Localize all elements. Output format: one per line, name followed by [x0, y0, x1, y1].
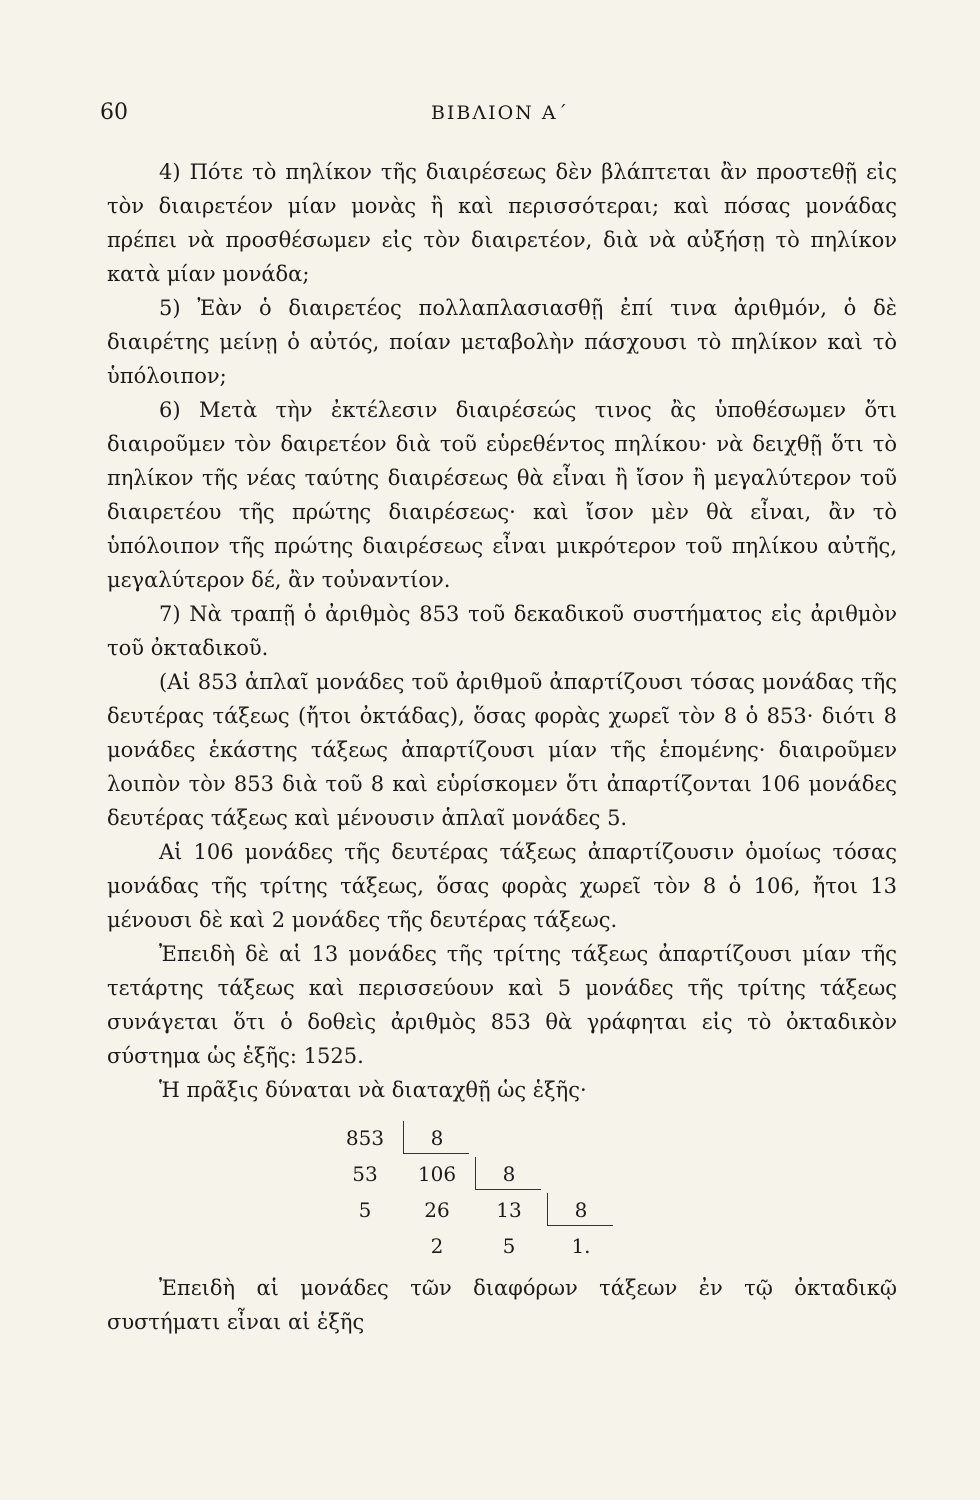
- divisor: 8: [502, 1162, 516, 1186]
- question-7: 7) Νὰ τραπῇ ὁ ἀριθμὸς 853 τοῦ δεκαδικοῦ συστήματος εἰς ἀριθμὸν τοῦ ὀκταδικοῦ.: [107, 602, 897, 660]
- partial-remainder: 26: [424, 1198, 450, 1222]
- closing-paragraph: Ἐπειδὴ αἱ μονάδες τῶν διαφόρων τάξεων ἐν τῷ ὀκταδικῷ συστήματι εἶναι αἱ ἑξῆς: [107, 1276, 897, 1334]
- final-quotient: 1.: [571, 1234, 591, 1258]
- page-number: 60: [100, 100, 128, 125]
- arrangement-intro: Ἡ πρᾶξις δύναται νὰ διαταχθῇ ὡς ἑξῆς·: [159, 1078, 587, 1102]
- division-vertical-line: [475, 1157, 476, 1189]
- division-vertical-line: [547, 1193, 548, 1225]
- second-quotient: 13: [496, 1198, 522, 1222]
- first-quotient: 106: [417, 1162, 457, 1186]
- question-5: 5) Ἐὰν ὁ διαιρετέος πολλαπλασιασθῇ ἐπί τινα ἀριθμόν, ὁ δὲ διαιρέτης μείνῃ ὁ αὐτός, ποίαν μεταβολὴν πάσχουσι τὸ πηλίκον καὶ τὸ ὑπόλοιπον;: [107, 296, 897, 388]
- division-horizontal-line: [547, 1225, 613, 1226]
- body-text: [107, 155, 897, 1339]
- division-horizontal-line: [475, 1189, 541, 1190]
- divisor: 8: [430, 1126, 444, 1150]
- partial-remainder: 53: [352, 1162, 378, 1186]
- division-scheme: [337, 1121, 677, 1261]
- second-remainder: 2: [430, 1234, 444, 1258]
- first-remainder: 5: [358, 1198, 372, 1222]
- question-6: 6) Μετὰ τὴν ἐκτέλεσιν διαιρέσεώς τινος ἂς ὑποθέσωμεν ὅτι διαιροῦμεν τὸν δαιρετέον διὰ τοῦ εὑρεθέντος πηλίκου· νὰ δειχθῇ ὅτι τὸ πηλίκον τῆς νέας ταύτης διαιρέσεως θὰ εἶναι ἢ ἴσον ἢ μεγαλύτερον τοῦ διαιρετέου τῆς πρώτης διαιρέσεως· καὶ ἴσον μὲν θὰ εἶναι, ἂν τὸ ὑπόλοιπον τῆς πρώτης διαιρέσεως εἶναι μικρότερον τοῦ πηλίκου αὐτῆς, μεγαλύτερον δέ, ἂν τοὐναντίον.: [107, 398, 897, 592]
- running-head: ΒΙΒΛΙΟΝ Α΄: [430, 102, 570, 124]
- divisor: 8: [574, 1198, 588, 1222]
- explanation-paragraph-1: (Αἱ 853 ἁπλαῖ μονάδες τοῦ ἀριθμοῦ ἀπαρτίζουσι τόσας μονάδας τῆς δευτέρας τάξεως (ἤτοι ὀκτάδας), ὅσας φορὰς χωρεῖ τὸν 8 ὁ 853· διότι 8 μονάδες ἑκάστης τάξεως ἀπαρτίζουσι μίαν τῆς ἑπομένης· διαιροῦμεν λοιπὸν τὸν 853 διὰ τοῦ 8 καὶ εὑρίσκομεν ὅτι ἀπαρτίζονται 106 μονάδες δευτέρας τάξεως καὶ μένουσιν ἁπλαῖ μονάδες 5.: [107, 670, 897, 830]
- explanation-paragraph-3: Ἐπειδὴ δὲ αἱ 13 μονάδες τῆς τρίτης τάξεως ἀπαρτίζουσι μίαν τῆς τετάρτης τάξεως καὶ περισσεύουν καὶ 5 μονάδες τῆς τρίτης τάξεως συνάγεται ὅτι ὁ δοθεὶς ἀριθμὸς 853 θὰ γράφηται εἰς τὸ ὀκταδικὸν σύστημα ὡς ἑξῆς: 1525.: [107, 942, 897, 1068]
- question-4: 4) Πότε τὸ πηλίκον τῆς διαιρέσεως δὲν βλάπτεται ἂν προστεθῇ εἰς τὸν διαιρετέον μίαν μονὰς ἢ καὶ περισσότεραι; καὶ πόσας μονάδας πρέπει νὰ προσθέσωμεν εἰς τὸν διαιρετέον, διὰ νὰ αὐξήσῃ τὸ πηλίκον κατὰ μίαν μονάδα;: [107, 160, 897, 286]
- explanation-paragraph-2: Αἱ 106 μονάδες τῆς δευτέρας τάξεως ἀπαρτίζουσιν ὁμοίως τόσας μονάδας τῆς τρίτης τάξεως, ὅσας φορὰς χωρεῖ τὸν 8 ὁ 106, ἤτοι 13 μένουσι δὲ καὶ 2 μονάδες τῆς δευτέρας τάξεως.: [107, 840, 897, 932]
- page-header: [100, 100, 900, 130]
- third-remainder: 5: [502, 1234, 516, 1258]
- division-vertical-line: [403, 1121, 404, 1153]
- dividend: 853: [345, 1126, 385, 1150]
- division-horizontal-line: [403, 1153, 469, 1154]
